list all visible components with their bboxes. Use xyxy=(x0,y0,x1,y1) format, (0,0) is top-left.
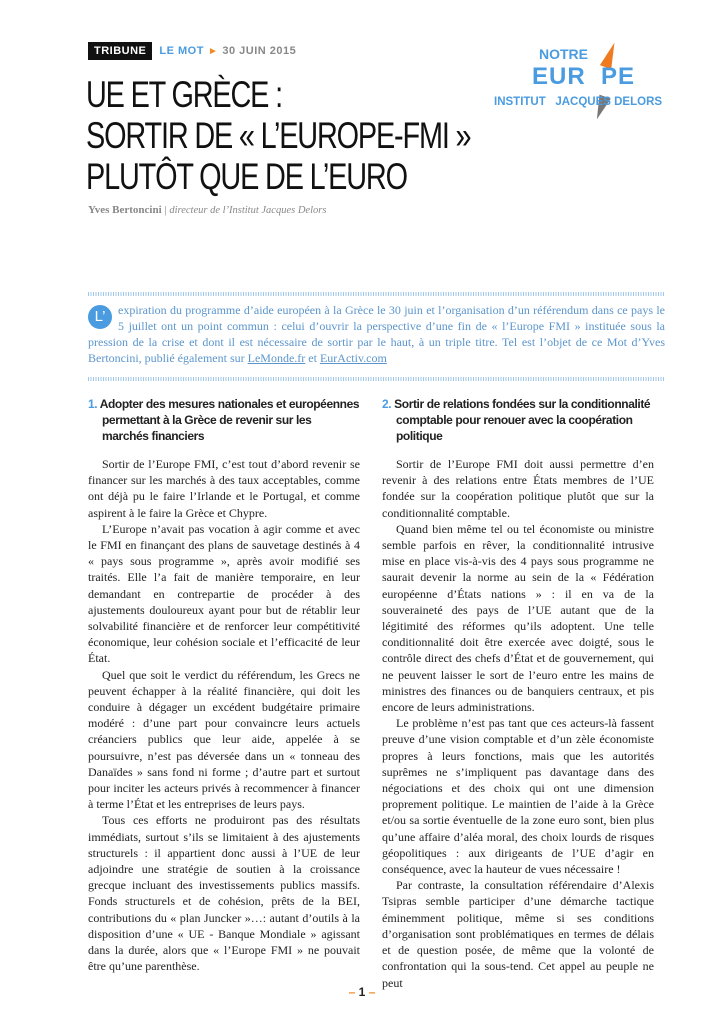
section-number: 1. xyxy=(88,397,98,411)
paragraph: L’Europe n’avait pas vocation à agir comme et avec le FMI en finançant des plans de sauvetage destinés à 4 « pays sous programme », après avoir modifié ses traités. Elle l’a fait de manière temporaire, en leur demandant en contrepartie de procéder à des ajustements douloureux ayant pour but de rétablir leur solvabilité financière et de renforcer leur compétitivité économique, leur cohésion sociale et l’efficacité de leur État. xyxy=(88,521,360,666)
section-heading-text: Adopter des mesures nationales et européennes permettant à la Grèce de revenir sur les marchés financiers xyxy=(99,397,360,443)
paragraph: Quand bien même tel ou tel économiste ou ministre semble parfois en rêver, la conditionnalité intrusive mise en place vis-à-vis des 4 pays sous programme ne saurait devenir la norme au sein de la « Fédération européenne d’États nations » : il en va de la souveraineté des pays de l’UE autant que de la légitimité des réformes qu’ils adoptent. Une telle conditionnalité doit être exercée avec doigté, sous le contrôle direct des chefs d’État et de gouvernement, qui ne peuvent laisser le sort de l’euro entre les mains de ministres des finances ou de banquiers centraux, et pis encore de leurs administrations. xyxy=(382,521,654,715)
paragraph: Sortir de l’Europe FMI, c’est tout d’abord revenir se financer sur les marchés à des taux acceptables, comme ont déjà pu le faire l’Irlande et le Portugal, et comme aspirent à le faire la Grèce et Chypre. xyxy=(88,457,360,520)
section-heading xyxy=(88,396,360,454)
divider xyxy=(88,292,665,296)
divider xyxy=(88,377,665,381)
page-number: 1 xyxy=(358,985,366,999)
logo-line: NOTRE xyxy=(539,46,588,62)
intro-text: expiration du programme d’aide européen à la Grèce le 30 juin et l’organisation d’un référendum dans ce pays le 5 juillet ont un point commun : celui d’ouvrir la perspective d’une fin de « l’Europe FMI » instituée sous la pression de la crise et dont il est nécessaire de sortir par le haut, à un triple titre. Tel est l’objet de ce Mot d’Yves Bertoncini, publié également sur xyxy=(88,303,665,365)
paragraph: Par contraste, la consultation référendaire d’Alexis Tsipras semble participer d’une démarche tactique éminemment politique, même si ses conditions d’organisation sont problématiques en termes de délais et de question posée, de même que la volonté de confrontation qui la sous-tend. Cet appel au peuple ne peut xyxy=(382,878,654,990)
section-heading-text: Sortir de relations fondées sur la conditionnalité comptable pour renouer avec la coopération politique xyxy=(394,397,651,443)
page-title xyxy=(86,74,470,197)
intro-paragraph xyxy=(88,302,665,366)
title-line: SORTIR DE « L’EUROPE-FMI » xyxy=(86,115,471,156)
author-name: Yves Bertoncini xyxy=(88,204,162,216)
tribune-label: TRIBUNE xyxy=(88,42,152,60)
arrow-icon: ► xyxy=(207,45,219,57)
dash-icon: – xyxy=(368,985,376,999)
kicker xyxy=(88,42,296,60)
logo-line: INSTITUT JACQUES DELORS xyxy=(494,96,663,108)
section-heading xyxy=(382,396,654,454)
author-role: directeur de l’Institut Jacques Delors xyxy=(169,205,327,216)
link-lemonde[interactable]: LeMonde.fr xyxy=(247,351,306,365)
paragraph: Sortir de l’Europe FMI doit aussi permettre d’en revenir à des relations entre États membres de l’UE fondée sur la coopération politique plutôt que sur la conditionnalité comptable. xyxy=(382,457,654,520)
notre-europe-logo xyxy=(492,40,692,120)
paragraph: Quel que soit le verdict du référendum, les Grecs ne peuvent échapper à la réalité financière, qui doit les conduire à dégager un excédent budgétaire primaire modéré : d’une part pour convaincre leurs actuels créanciers publics que leur aide, appelée à se poursuivre, n’est pas déversée dans un « tonneau des Danaïdes » sans fond ni forme ; d’autre part et surtout pour inciter les acteurs privés à recommencer à financer à terme l’État et les entreprises de leurs pays. xyxy=(88,667,360,812)
paragraph: Tous ces efforts ne produiront pas des résultats immédiats, surtout s’ils se limitaient à des ajustements structurels : il appartient donc aussi à l’UE de leur adjoindre une stratégie de soutien à la croissance grecque incluant des investissements publics massifs. Fonds structurels et de cohésion, prêts de la BEI, contributions du « plan Juncker »…: autant d’outils à la disposition d’une « UE - Banque Mondiale » agissant dans la durée, alors que « l’Europe FMI » ne pouvait être qu’une parenthèse. xyxy=(88,813,360,974)
intro-text: et xyxy=(305,351,320,365)
column-left xyxy=(88,396,360,975)
link-euractiv[interactable]: EurActiv.com xyxy=(319,351,387,365)
dropcap: L’ xyxy=(88,305,112,329)
page-footer xyxy=(0,985,724,999)
title-line: UE ET GRÈCE : xyxy=(86,74,282,115)
logo-line: EUR PE xyxy=(532,63,636,90)
column-right xyxy=(382,396,654,991)
byline: Yves Bertoncini | directeur de l’Institut Jacques Delors xyxy=(88,204,327,216)
paragraph: Le problème n’est pas tant que ces acteurs-là fassent preuve d’une vision comptable et d’un zèle économiste propres à leurs fonctions, mais que les autorités suprêmes ne s’impliquent pas davantage dans des négociations et des choix qui ont une dimension proprement politique. Le maintien de l’aide à la Grèce et/ou sa sortie éventuelle de la zone euro sont, bien plus qu’une affaire d’aléa moral, des choix lourds de risques géopolitiques : aux dirigeants de l’UE d’agir en conséquence, avec la hauteur de vues nécessaire ! xyxy=(382,716,654,877)
publication-date: 30 JUIN 2015 xyxy=(222,45,297,57)
title-line: PLUTÔT QUE DE L’EURO xyxy=(86,156,407,197)
series-label: LE MOT xyxy=(159,45,204,57)
dash-icon: – xyxy=(348,985,356,999)
section-number: 2. xyxy=(382,397,392,411)
